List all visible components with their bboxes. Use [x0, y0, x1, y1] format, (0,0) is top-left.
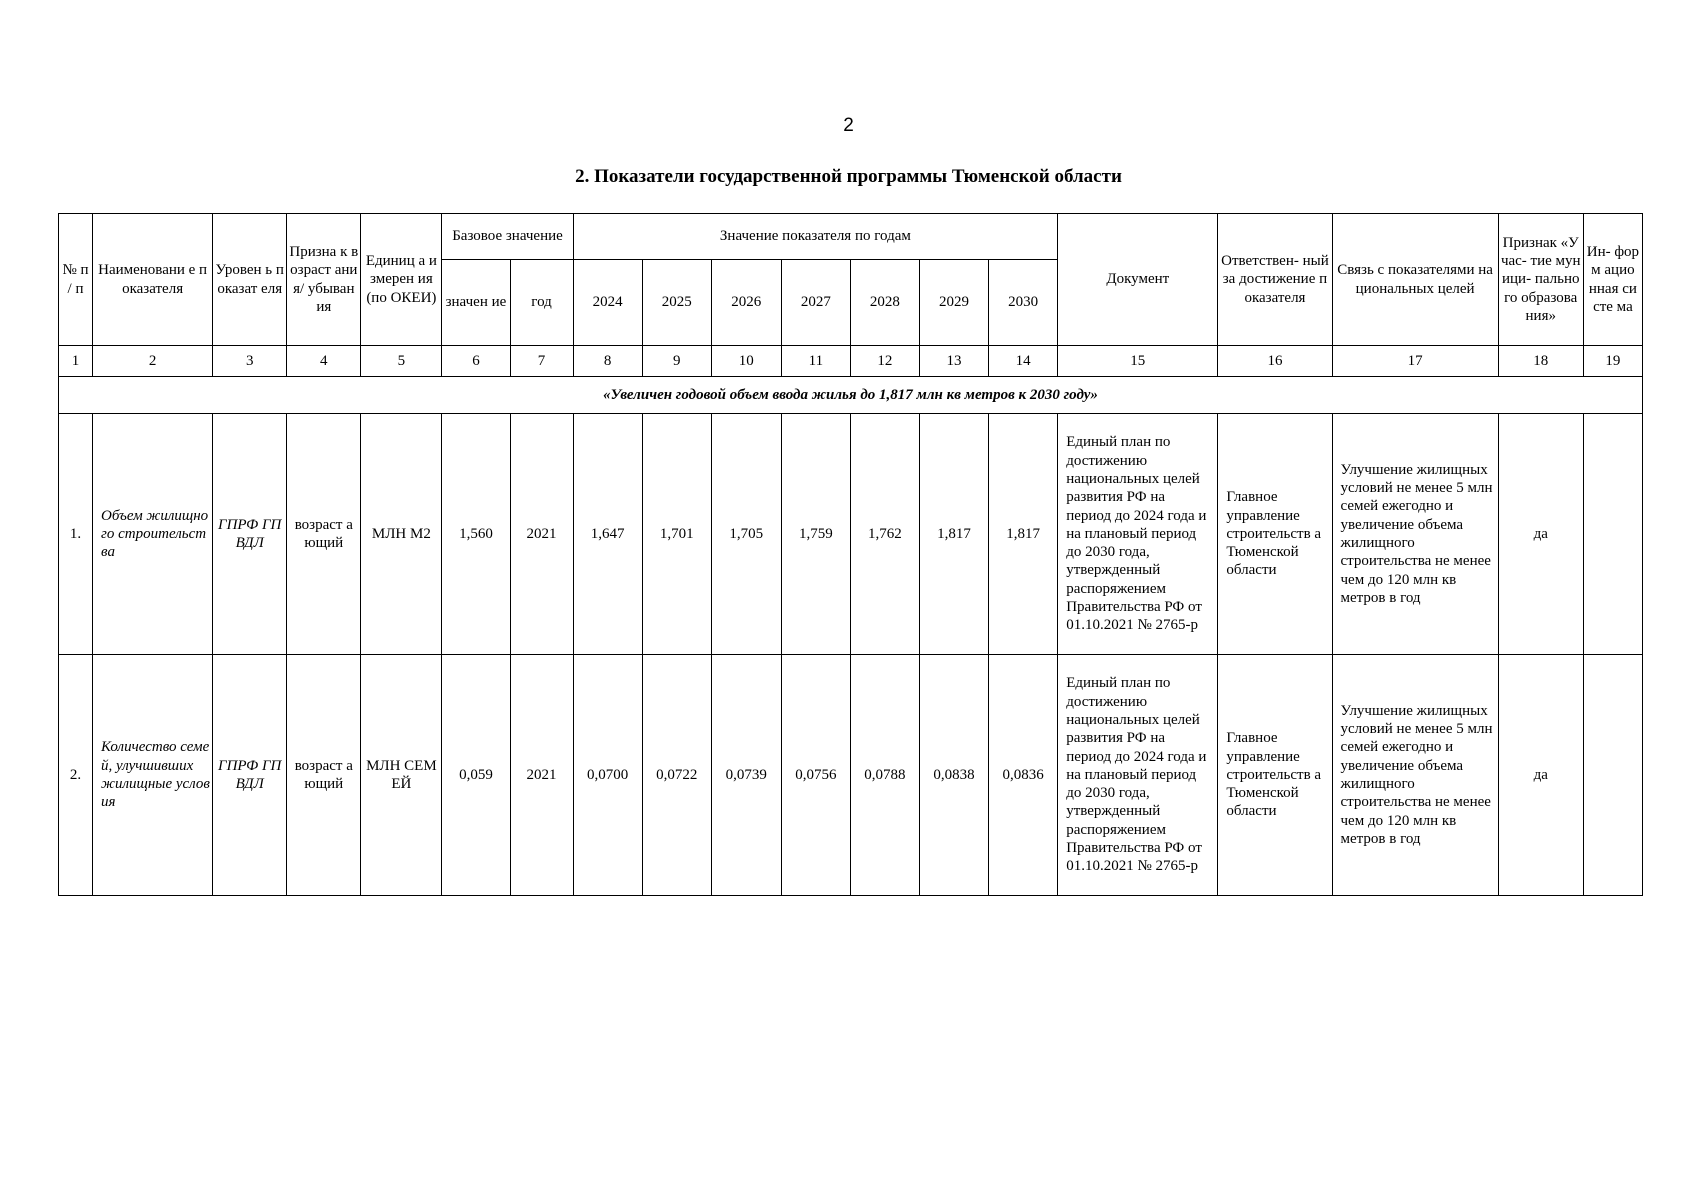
- header-year-2024: 2024: [573, 260, 642, 346]
- column-number: 16: [1218, 346, 1332, 377]
- table-row: [59, 414, 1643, 655]
- value-2028: 0,0788: [850, 655, 919, 896]
- column-numbers-row: [59, 346, 1643, 377]
- row-number: 1.: [59, 414, 93, 655]
- indicator-unit: МЛН М2: [361, 414, 442, 655]
- value-2030: 0,0836: [989, 655, 1058, 896]
- base-value: 0,059: [442, 655, 510, 896]
- header-trend: Призна к возраст ания/ убыван ия: [287, 214, 361, 346]
- indicator-unit: МЛН СЕМЕЙ: [361, 655, 442, 896]
- page-title: 2. Показатели государственной программы Тюменской области: [575, 166, 1122, 187]
- table-row: [59, 655, 1643, 896]
- header-base-group: Базовое значение: [442, 214, 573, 260]
- municipal-participation-cell: да: [1498, 414, 1583, 655]
- header-municipal: Признак «Учас- тие муници- пального образова ния»: [1498, 214, 1583, 346]
- value-2025: 1,701: [642, 414, 711, 655]
- row-number: 2.: [59, 655, 93, 896]
- section-title: «Увеличен годовой объем ввода жилья до 1,817 млн кв метров к 2030 году»: [59, 377, 1643, 414]
- column-number: 3: [213, 346, 287, 377]
- header-row: [59, 214, 1643, 260]
- value-2029: 0,0838: [919, 655, 988, 896]
- value-2024: 0,0700: [573, 655, 642, 896]
- page-number: 2: [843, 115, 854, 136]
- column-number: 17: [1332, 346, 1498, 377]
- header-info-system: Ин- форм ацио нная систе ма: [1583, 214, 1642, 346]
- header-responsible: Ответствен- ный за достижение показателя: [1218, 214, 1332, 346]
- indicator-level: ГПРФ ГП ВДЛ: [213, 655, 287, 896]
- value-2029: 1,817: [919, 414, 988, 655]
- column-number: 11: [781, 346, 850, 377]
- column-number: 18: [1498, 346, 1583, 377]
- column-number: 13: [919, 346, 988, 377]
- value-2026: 1,705: [711, 414, 781, 655]
- header-year-2026: 2026: [711, 260, 781, 346]
- municipal-participation-cell: да: [1498, 655, 1583, 896]
- column-number: 9: [642, 346, 711, 377]
- header-number: № п / п: [59, 214, 93, 346]
- value-2028: 1,762: [850, 414, 919, 655]
- header-link: Связь с показателями национальных целей: [1332, 214, 1498, 346]
- indicator-name: Количество семей, улучшивших жилищные условия: [93, 655, 213, 896]
- responsible-cell: Главное управление строительств а Тюменской области: [1218, 414, 1332, 655]
- header-document: Документ: [1058, 214, 1218, 346]
- value-2025: 0,0722: [642, 655, 711, 896]
- info-system-cell: [1583, 655, 1642, 896]
- national-goals-link-cell: Улучшение жилищных условий не менее 5 млн семей ежегодно и увеличение объема жилищного строительства не менее чем до 120 млн кв метров в год: [1332, 655, 1498, 896]
- responsible-cell: Главное управление строительств а Тюменской области: [1218, 655, 1332, 896]
- column-number: 19: [1583, 346, 1642, 377]
- column-number: 4: [287, 346, 361, 377]
- section-row: [59, 377, 1643, 414]
- indicator-level: ГПРФ ГП ВДЛ: [213, 414, 287, 655]
- header-year-2029: 2029: [919, 260, 988, 346]
- value-2026: 0,0739: [711, 655, 781, 896]
- document-cell: Единый план по достижению национальных целей развития РФ на период до 2024 года и на плановый период до 2030 года, утвержденный распоряжением Правительства РФ от 01.10.2021 № 2765-р: [1058, 414, 1218, 655]
- header-year-2030: 2030: [989, 260, 1058, 346]
- column-number: 2: [93, 346, 213, 377]
- header-year-2027: 2027: [781, 260, 850, 346]
- info-system-cell: [1583, 414, 1642, 655]
- header-level: Уровен ь показат еля: [213, 214, 287, 346]
- value-2030: 1,817: [989, 414, 1058, 655]
- column-number: 10: [711, 346, 781, 377]
- header-indicator-name: Наименовани е показателя: [93, 214, 213, 346]
- indicator-trend: возраст ающий: [287, 414, 361, 655]
- indicator-name: Объем жилищного строительст ва: [93, 414, 213, 655]
- indicator-trend: возраст ающий: [287, 655, 361, 896]
- value-2027: 1,759: [781, 414, 850, 655]
- header-year-2028: 2028: [850, 260, 919, 346]
- header-years-group: Значение показателя по годам: [573, 214, 1058, 260]
- column-number: 15: [1058, 346, 1218, 377]
- value-2024: 1,647: [573, 414, 642, 655]
- base-year: 2021: [510, 414, 573, 655]
- column-number: 14: [989, 346, 1058, 377]
- column-number: 6: [442, 346, 510, 377]
- column-number: 5: [361, 346, 442, 377]
- national-goals-link-cell: Улучшение жилищных условий не менее 5 млн семей ежегодно и увеличение объема жилищного строительства не менее чем до 120 млн кв метров в год: [1332, 414, 1498, 655]
- column-number: 7: [510, 346, 573, 377]
- header-base-year: год: [510, 260, 573, 346]
- indicators-table: [58, 213, 1643, 896]
- value-2027: 0,0756: [781, 655, 850, 896]
- header-base-value: значен ие: [442, 260, 510, 346]
- base-value: 1,560: [442, 414, 510, 655]
- header-year-2025: 2025: [642, 260, 711, 346]
- column-number: 12: [850, 346, 919, 377]
- base-year: 2021: [510, 655, 573, 896]
- header-unit: Единиц а измерен ия (по ОКЕИ): [361, 214, 442, 346]
- column-number: 1: [59, 346, 93, 377]
- document-cell: Единый план по достижению национальных целей развития РФ на период до 2024 года и на плановый период до 2030 года, утвержденный распоряжением Правительства РФ от 01.10.2021 № 2765-р: [1058, 655, 1218, 896]
- column-number: 8: [573, 346, 642, 377]
